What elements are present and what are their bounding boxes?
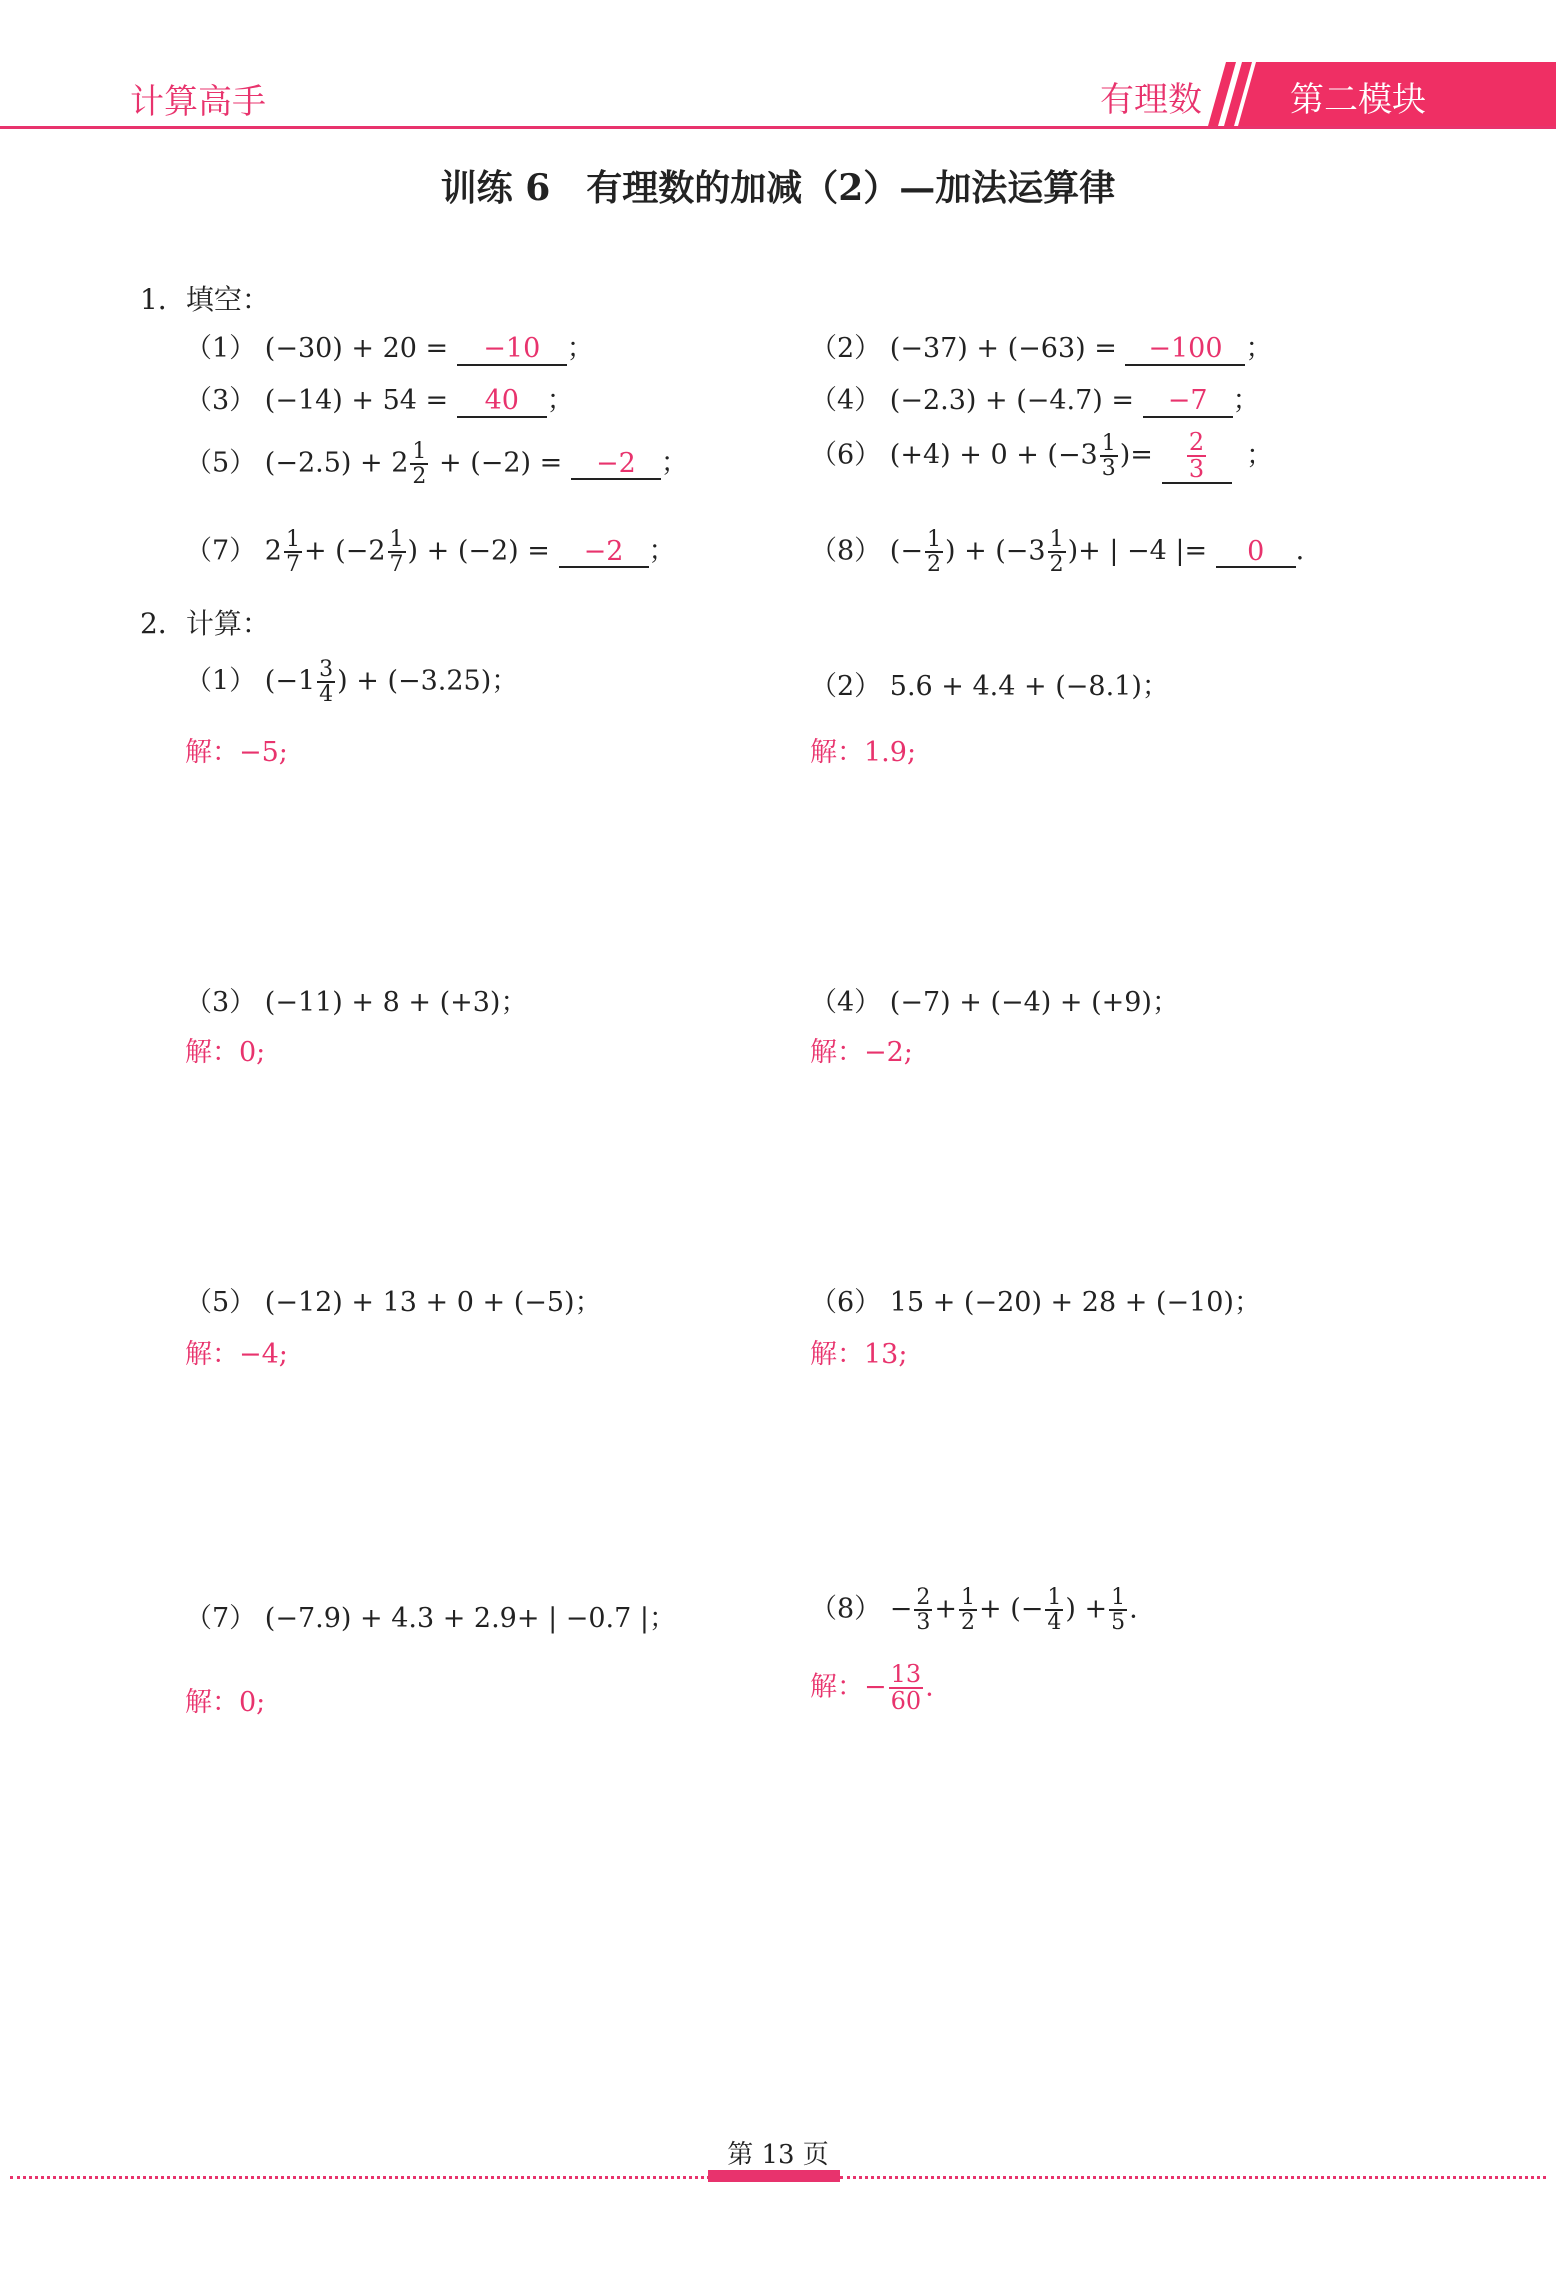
item-number: （8） [810,535,882,567]
calc-item-4 [810,980,1179,1019]
expr-part: + [934,1593,958,1625]
item-expression: 5.6 + 4.4 + (−8.1)； [889,671,1169,702]
fraction-numerator: 1 [1101,431,1116,457]
expr-part: )= [1119,439,1153,471]
solution-6 [810,1332,907,1371]
fill-item-3 [185,378,574,418]
fill-item-2 [810,326,1272,366]
answer-blank [1162,430,1232,484]
item-number: （6） [810,1287,882,1318]
expr-part: ) + (−3.25)； [337,665,519,697]
section-2-label: 2．计算： [140,607,270,640]
fraction [914,1586,932,1634]
expr-part: 2 [264,535,282,567]
item-expression: (−2.3) + (−4.7) = [889,385,1135,416]
solution-value: −5; [239,737,288,768]
fill-item-1 [185,326,594,366]
expr-part: − [889,1593,913,1625]
page-header [0,0,1556,140]
item-number: （3） [185,987,257,1018]
calc-item-2 [810,664,1169,703]
expr-part: (−1 [264,665,316,697]
brand-label: 计算高手 [130,82,266,122]
calc-item-3 [185,980,527,1019]
fraction-denominator: 2 [1049,552,1064,578]
solution-label: 解： [810,737,864,768]
answer-denominator: 3 [1188,455,1205,484]
fraction-denominator: 2 [412,464,427,490]
fraction-denominator: 4 [319,682,334,708]
calc-item-8 [810,1586,1138,1634]
answer-blank: −2 [559,537,649,569]
answer-blank: −10 [457,334,567,366]
expr-part: + (−2 [303,535,386,567]
fraction-numerator: 13 [890,1660,922,1688]
item-number: （7） [185,1603,257,1634]
fraction-numerator: 1 [1111,1585,1126,1610]
fraction-numerator: 1 [1049,527,1064,552]
expr-part: (+4) + 0 + (−3 [889,439,1098,471]
section-1-label: 1．填空： [140,283,270,316]
page-title: 训练 6 有理数的加减（2）—加法运算律 [440,167,1116,209]
item-expression: (−7.9) + 4.3 + 2.9+ | −0.7 |； [264,1603,676,1634]
solution-label: 解： [810,1037,864,1068]
answer-blank: −100 [1125,334,1245,366]
item-number: （3） [185,385,257,416]
fraction-numerator: 2 [916,1585,931,1610]
item-expression: (−30) + 20 = [264,333,449,364]
calc-item-1 [185,658,518,706]
solution-value: −2; [864,1037,913,1068]
expr-part: ) + (−3 [944,535,1046,567]
item-number: （6） [810,439,882,471]
fraction [959,1586,977,1634]
expr-part: (−2.5) + 2 [264,447,409,479]
solution-8 [810,1662,934,1714]
solution-label: 解： [810,1339,864,1370]
item-number: （1） [185,333,257,364]
fraction-numerator: 1 [389,527,404,552]
fill-item-5 [185,440,688,488]
fraction [317,658,335,706]
item-number: （4） [810,987,882,1018]
fraction-denominator: 2 [926,552,941,578]
fraction-denominator: 60 [890,1687,922,1716]
solution-value: 13; [864,1339,908,1370]
item-end: ； [546,385,574,416]
fraction [388,528,406,576]
fill-item-8 [810,528,1323,576]
item-expression: (−37) + (−63) = [889,333,1117,364]
footer-accent-bar [708,2170,840,2182]
fill-item-6 [810,430,1273,484]
fraction [1100,432,1118,480]
solution-value: 1.9; [864,737,917,768]
solution-sign: − [864,1671,887,1703]
fraction [1045,1586,1063,1634]
section-label: 有理数 [1100,80,1202,120]
fraction [1048,528,1066,576]
footer-divider-left [10,2176,710,2179]
item-number: （5） [185,447,257,479]
solution-end: . [925,1671,934,1703]
item-expression: (−7) + (−4) + (+9)； [889,987,1179,1018]
expr-part: . [1129,1593,1138,1625]
fraction-denominator: 5 [1111,1610,1126,1636]
fraction [925,528,943,576]
solution-label: 解： [810,1671,864,1703]
fraction-denominator: 4 [1047,1610,1062,1636]
page-number: 第 13 页 [727,2140,829,2170]
solution-7 [185,1680,265,1719]
item-number: （8） [810,1593,882,1625]
expr-part: ) + (−2) = [407,535,550,567]
solution-value: 0; [239,1037,266,1068]
fraction [284,528,302,576]
fraction-numerator: 1 [1047,1585,1062,1610]
header-divider [0,126,1556,129]
calc-item-7 [185,1596,676,1635]
fraction-numerator: 1 [412,439,427,464]
expr-part: )+ | −4 |= [1067,535,1208,567]
fraction-denominator: 3 [1101,456,1116,482]
answer-blank: 40 [457,386,547,418]
item-end: ； [1232,385,1260,416]
expr-part: ) + [1065,1593,1108,1625]
item-end: ； [660,447,688,479]
item-expression: (−11) + 8 + (+3)； [264,987,528,1018]
item-expression: (−14) + 54 = [264,385,449,416]
fraction-numerator: 1 [285,527,300,552]
item-number: （2） [810,671,882,702]
item-end: ； [1245,333,1273,364]
solution-2 [810,730,916,769]
solution-label: 解： [185,1339,239,1370]
solution-fraction [889,1662,924,1714]
fraction-numerator: 1 [926,527,941,552]
fraction [410,440,428,488]
item-end: ； [648,535,676,567]
solution-5 [185,1332,288,1371]
item-number: （2） [810,333,882,364]
fraction-denominator: 2 [961,1610,976,1636]
calc-item-5 [185,1280,602,1319]
fraction-denominator: 7 [285,552,300,578]
calc-item-6 [810,1280,1261,1319]
fraction-numerator: 3 [319,657,334,682]
solution-value: 0; [239,1687,266,1718]
solution-1 [185,730,288,769]
answer-blank: −7 [1143,386,1233,418]
solution-label: 解： [185,737,239,768]
item-number: （4） [810,385,882,416]
item-end: ． [1295,535,1323,567]
expr-part: (− [889,535,923,567]
solution-label: 解： [185,1037,239,1068]
item-end: ； [566,333,594,364]
fraction-numerator: 1 [961,1585,976,1610]
answer-numerator: 2 [1188,428,1205,456]
fill-item-7 [185,528,676,576]
solution-value: −4; [239,1339,288,1370]
fraction [1109,1586,1127,1634]
item-expression: 15 + (−20) + 28 + (−10)； [889,1287,1261,1318]
item-number: （1） [185,665,257,697]
solution-3 [185,1030,265,1069]
solution-4 [810,1030,913,1069]
item-expression: (−12) + 13 + 0 + (−5)； [264,1287,602,1318]
footer-divider-right [840,2176,1546,2179]
expr-part: + (−2) = [438,447,563,479]
fraction-denominator: 3 [916,1610,931,1636]
item-number: （7） [185,535,257,567]
expr-part: + (− [979,1593,1044,1625]
answer-blank: −2 [571,449,661,481]
fraction-denominator: 7 [389,552,404,578]
item-end: ； [1246,439,1274,471]
module-label: 第二模块 [1290,80,1426,120]
solution-label: 解： [185,1687,239,1718]
answer-blank: 0 [1216,537,1296,569]
fill-item-4 [810,378,1260,418]
item-number: （5） [185,1287,257,1318]
